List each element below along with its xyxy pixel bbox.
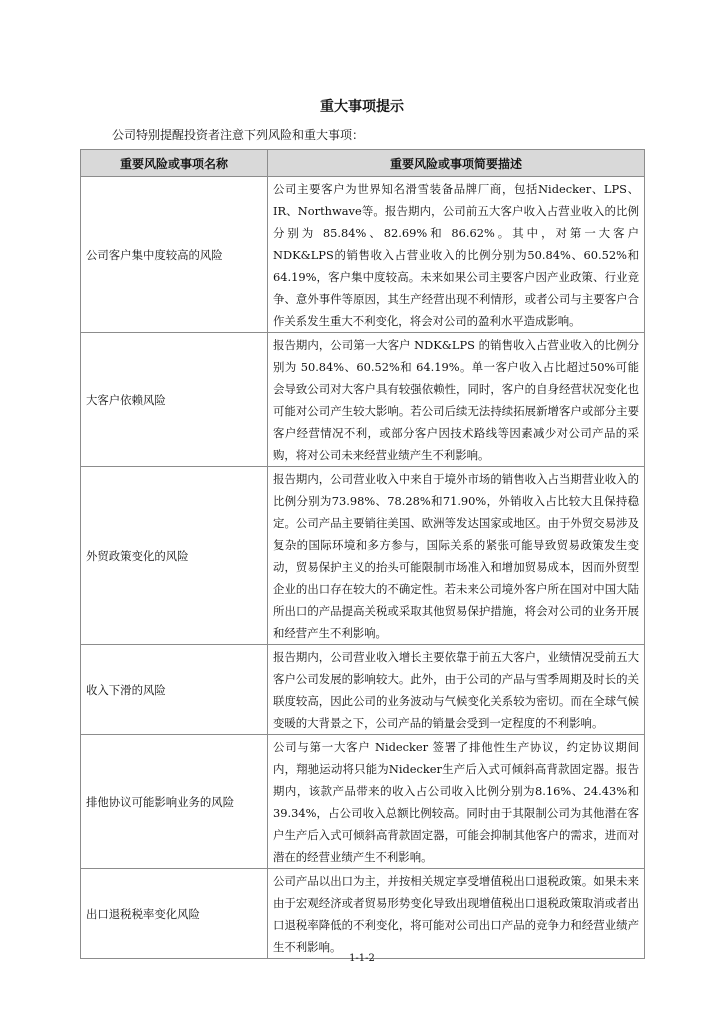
risk-description: 报告期内，公司营业收入增长主要依靠于前五大客户，业绩情况受前五大客户公司发展的影响较大。此外，由于公司的产品与雪季周期及时长的关联度较高，因此公司的业务波动与气候变化关系较为密切。而在全球气候变暖的大背景之下，公司产品的销量会受到一定程度的不利影响。 xyxy=(268,645,645,735)
table-header-row xyxy=(81,150,645,177)
table-row xyxy=(81,645,645,735)
intro-text: 公司特别提醒投资者注意下列风险和重大事项： xyxy=(112,128,365,142)
table-row xyxy=(81,467,645,645)
table-row xyxy=(81,735,645,869)
risk-description: 报告期内，公司营业收入中来自于境外市场的销售收入占当期营业收入的比例分别为73.98%、78.28%和71.90%，外销收入占比较大且保持稳定。公司产品主要销往美国、欧洲等发达国家或地区。由于外贸交易涉及复杂的国际环境和多方参与，国际关系的紧张可能导致贸易政策发生变动，贸易保护主义的抬头可能限制市场准入和增加贸易成本，因而外贸型企业的出口存在较大的不确定性。若未来公司境外客户所在国对中国大陆所出口的产品提高关税或采取其他贸易保护措施，将会对公司的业务开展和经营产生不利影响。 xyxy=(268,467,645,645)
table-row xyxy=(81,333,645,467)
risk-description: 公司产品以出口为主，并按相关规定享受增值税出口退税政策。如果未来由于宏观经济或者贸易形势变化导致出现增值税出口退税政策取消或者出口退税率降低的不利变化，将可能对公司出口产品的竞争力和经营业绩产生不利影响。 xyxy=(268,869,645,959)
risk-name: 公司客户集中度较高的风险 xyxy=(81,177,268,333)
table-row xyxy=(81,869,645,959)
header-risk-name: 重要风险或事项名称 xyxy=(81,150,268,177)
header-risk-description: 重要风险或事项简要描述 xyxy=(268,150,645,177)
table-row xyxy=(81,177,645,333)
page-number: 1-1-2 xyxy=(349,953,375,964)
risk-name: 排他协议可能影响业务的风险 xyxy=(81,735,268,869)
risk-name: 收入下滑的风险 xyxy=(81,645,268,735)
risk-name: 出口退税税率变化风险 xyxy=(81,869,268,959)
risk-name: 外贸政策变化的风险 xyxy=(81,467,268,645)
risk-table xyxy=(80,149,645,959)
risk-description: 公司主要客户为世界知名滑雪装备品牌厂商，包括Nidecker、LPS、IR、Northwave等。报告期内，公司前五大客户收入占营业收入的比例分别为 85.84%、82.69%和 86.62%。其中，对第一大客户NDK&LPS的销售收入占营业收入的比例分别为50.84%、60.52%和64.19%，客户集中度较高。未来如果公司主要客户因产业政策、行业竞争、意外事件等原因，其生产经营出现不利情形，或者公司与主要客户合作关系发生重大不利变化，将会对公司的盈利水平造成影响。 xyxy=(268,177,645,333)
risk-name: 大客户依赖风险 xyxy=(81,333,268,467)
risk-description: 公司与第一大客户 Nidecker 签署了排他性生产协议，约定协议期间内，翔驰运动将只能为Nidecker生产后入式可倾斜高背款固定器。报告期内，该款产品带来的收入占公司收入比例分别为8.16%、24.43%和 39.34%，占公司收入总额比例较高。同时由于其限制公司为其他潜在客户生产后入式可倾斜高背款固定器，可能会抑制其他客户的需求，进而对潜在的经营业绩产生不利影响。 xyxy=(268,735,645,869)
page-title: 重大事项提示 xyxy=(320,99,404,115)
risk-description: 报告期内，公司第一大客户 NDK&LPS 的销售收入占营业收入的比例分别为 50.84%、60.52%和 64.19%。单一客户收入占比超过50%可能会导致公司对大客户具有较强依赖性，同时，客户的自身经营状况变化也可能对公司产生较大影响。若公司后续无法持续拓展新增客户或部分主要客户经营情况不利，或部分客户因技术路线等因素减少对公司产品的采购，将对公司未来经营业绩产生不利影响。 xyxy=(268,333,645,467)
